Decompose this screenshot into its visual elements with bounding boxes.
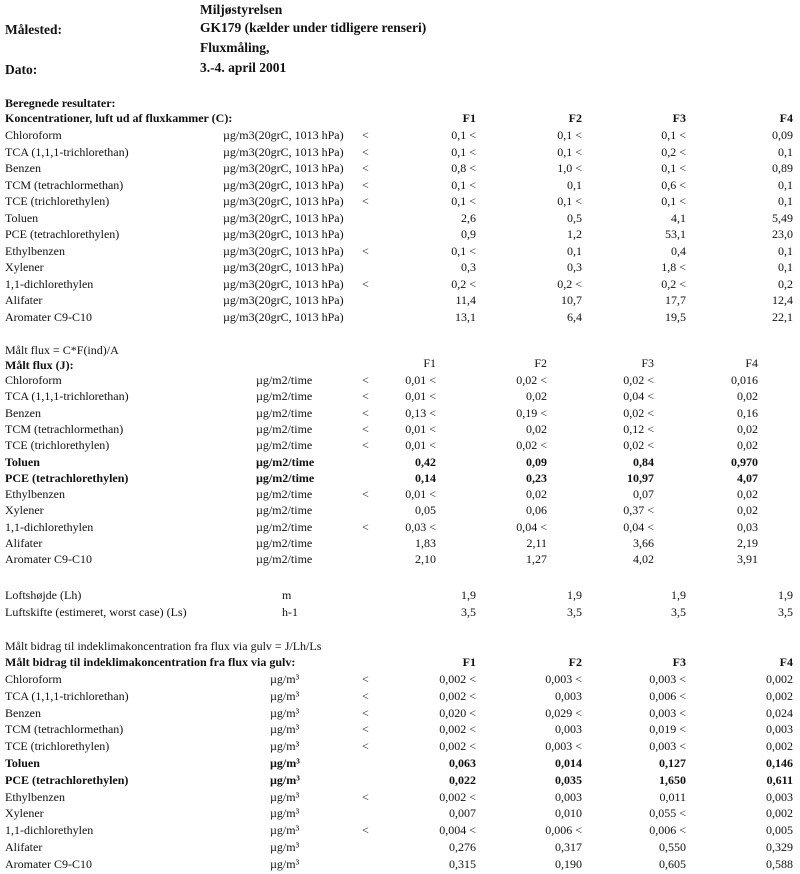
value-cell: 4,02 [633, 552, 654, 567]
value-cell: 1,650 [659, 772, 686, 787]
value-cell: 0,89 [772, 161, 793, 175]
below-detection-marker: < [362, 519, 369, 534]
value-cell: 0,13 < [405, 405, 436, 420]
value-cell: 23,0 [772, 227, 793, 241]
row-unit: µg/m3(20grC, 1013 hPa) [223, 243, 344, 258]
row-unit: µg/m³ [270, 806, 300, 821]
value-cell: 1,8 < [661, 260, 686, 274]
row-label: Aromater C9-C10 [5, 856, 92, 871]
value-cell: 0,002 [766, 688, 793, 703]
row-unit: µg/m³ [270, 672, 300, 686]
value-cell: 1,9 [778, 588, 793, 602]
value-cell: 0,02 [737, 503, 758, 518]
column-header-f2: F2 [534, 356, 547, 370]
value-cell: 0,19 < [516, 405, 547, 420]
value-cell: 0,022 [449, 772, 476, 787]
below-detection-marker: < [362, 276, 369, 291]
below-detection-marker: < [362, 739, 369, 754]
value-cell: 4,07 [737, 470, 758, 485]
value-cell: 0,019 < [649, 722, 686, 737]
value-cell: 0,1 [567, 177, 582, 192]
below-detection-marker: < [362, 672, 369, 686]
row-label: TCE (trichlorethylen) [5, 194, 110, 208]
value-cell: 0,1 [778, 194, 793, 208]
value-cell: 0,23 [526, 470, 547, 485]
below-detection-marker: < [362, 373, 369, 387]
value-cell: 3,91 [737, 552, 758, 567]
row-unit: h-1 [282, 604, 298, 619]
below-detection-marker: < [362, 421, 369, 436]
value-cell: 0,611 [766, 772, 793, 787]
below-detection-marker: < [362, 177, 369, 192]
row-label: Alifater [5, 536, 43, 550]
value-cell: 0,1 < [661, 128, 686, 142]
value-cell: 0,4 [671, 243, 686, 258]
row-unit: µg/m³ [270, 772, 300, 787]
section1-subtitle: Koncentrationer, luft ud af fluxkammer (C): [5, 111, 233, 125]
row-unit: µg/m³ [270, 722, 300, 737]
row-label: Benzen [5, 405, 41, 420]
value-cell: 0,003 < [545, 739, 582, 754]
value-cell: 0,003 [555, 688, 582, 703]
row-unit: µg/m³ [270, 856, 300, 871]
value-cell: 0,16 [737, 405, 758, 420]
value-cell: 0,06 [526, 503, 547, 518]
row-unit: µg/m³ [270, 823, 300, 838]
column-header-f1: F1 [462, 655, 476, 669]
value-cell: 0,1 < [661, 194, 686, 208]
column-header-f2: F2 [568, 655, 582, 669]
value-cell: 0,8 < [451, 161, 476, 175]
row-label: Xylener [5, 503, 44, 518]
value-cell: 2,19 [737, 536, 758, 550]
value-cell: 5,49 [772, 210, 793, 225]
column-header-f3: F3 [672, 655, 686, 669]
value-cell: 0,02 [737, 487, 758, 502]
value-cell: 0,007 [449, 806, 476, 821]
value-cell: 0,605 [659, 856, 686, 871]
value-cell: 0,02 < [516, 438, 547, 453]
value-cell: 3,5 [671, 604, 686, 619]
value-cell: 0,003 [555, 789, 582, 804]
row-unit: µg/m2/time [256, 487, 313, 502]
row-unit: µg/m3(20grC, 1013 hPa) [223, 276, 344, 291]
value-cell: 0,09 [526, 454, 547, 469]
value-cell: 0,09 [772, 128, 793, 142]
value-cell: 0,1 < [451, 243, 476, 258]
value-cell: 0,37 < [623, 503, 654, 518]
value-cell: 0,276 [449, 840, 476, 854]
value-cell: 0,016 [731, 373, 758, 387]
value-cell: 0,14 [415, 470, 436, 485]
value-cell: 4,1 [671, 210, 686, 225]
value-cell: 0,550 [659, 840, 686, 854]
value-cell: 0,1 [778, 243, 793, 258]
value-cell: 0,01 < [405, 373, 436, 387]
row-unit: µg/m2/time [256, 552, 313, 567]
column-header-f2: F2 [568, 111, 582, 125]
value-cell: 1,2 [567, 227, 582, 241]
row-unit: µg/m2/time [256, 536, 313, 550]
value-cell: 0,3 [461, 260, 476, 274]
value-cell: 0,01 < [405, 487, 436, 502]
value-cell: 19,5 [665, 309, 686, 324]
below-detection-marker: < [362, 194, 369, 208]
row-label: 1,1-dichlorethylen [5, 823, 94, 838]
value-cell: 0,003 < [545, 672, 582, 686]
row-unit: µg/m³ [270, 756, 300, 770]
row-unit: µg/m2/time [256, 438, 313, 453]
row-label: Xylener [5, 806, 44, 821]
row-label: Toluen [5, 210, 39, 225]
measurement-date: 3.-4. april 2001 [200, 60, 287, 75]
value-cell: 0,01 < [405, 389, 436, 404]
row-unit: µg/m³ [270, 840, 300, 854]
site-name: GK179 (kælder under tidligere renseri) [200, 20, 427, 35]
value-cell: 0,1 < [557, 194, 582, 208]
row-unit: µg/m2/time [256, 470, 315, 485]
row-label: Aromater C9-C10 [5, 552, 92, 567]
row-label: Chloroform [5, 373, 62, 387]
value-cell: 0,1 < [661, 161, 686, 175]
value-cell: 0,003 < [649, 705, 686, 720]
value-cell: 0,002 [766, 672, 793, 686]
value-cell: 0,07 [633, 487, 654, 502]
value-cell: 0,190 [555, 856, 582, 871]
value-cell: 0,003 < [649, 739, 686, 754]
row-label: TCA (1,1,1-trichlorethan) [5, 688, 129, 703]
flux-title: Målt flux (J): [5, 358, 74, 372]
row-label: Xylener [5, 260, 44, 274]
row-unit: µg/m³ [270, 688, 300, 703]
value-cell: 1,0 < [557, 161, 582, 175]
column-header-f4: F4 [779, 655, 793, 669]
row-label: 1,1-dichlorethylen [5, 276, 94, 291]
value-cell: 0,1 [567, 243, 582, 258]
value-cell: 3,5 [567, 604, 582, 619]
value-cell: 0,1 < [557, 128, 582, 142]
value-cell: 11,4 [455, 293, 476, 307]
column-header-f1: F1 [462, 111, 476, 125]
contribution-formula: Målt bidrag til indeklimakoncentration fra flux via gulv = J/Lh/Ls [5, 639, 322, 653]
row-unit: µg/m3(20grC, 1013 hPa) [223, 161, 344, 175]
value-cell: 0,004 < [439, 823, 476, 838]
value-cell: 0,020 < [439, 705, 476, 720]
value-cell: 0,02 [737, 389, 758, 404]
row-label: PCE (tetrachlorethylen) [5, 470, 129, 485]
value-cell: 0,002 < [439, 722, 476, 737]
row-label: Aromater C9-C10 [5, 309, 92, 324]
row-unit: µg/m3(20grC, 1013 hPa) [223, 144, 344, 159]
value-cell: 0,055 < [649, 806, 686, 821]
value-cell: 0,063 [449, 756, 476, 770]
value-cell: 0,04 < [623, 389, 654, 404]
value-cell: 0,002 < [439, 672, 476, 686]
value-cell: 6,4 [567, 309, 582, 324]
row-unit: µg/m3(20grC, 1013 hPa) [223, 128, 344, 142]
value-cell: 0,003 < [649, 672, 686, 686]
flux-formula: Målt flux = C*F(ind)/A [5, 343, 119, 357]
value-cell: 0,127 [659, 756, 686, 770]
value-cell: 0,42 [415, 454, 436, 469]
value-cell: 0,2 < [661, 276, 686, 291]
value-cell: 0,029 < [545, 705, 582, 720]
value-cell: 0,2 < [451, 276, 476, 291]
value-cell: 2,6 [461, 210, 476, 225]
value-cell: 0,315 [449, 856, 476, 871]
row-unit: µg/m3(20grC, 1013 hPa) [223, 210, 344, 225]
row-label: TCA (1,1,1-trichlorethan) [5, 389, 129, 404]
row-unit: µg/m2/time [256, 454, 315, 469]
value-cell: 53,1 [665, 227, 686, 241]
value-cell: 0,2 < [661, 144, 686, 159]
value-cell: 3,5 [461, 604, 476, 619]
below-detection-marker: < [362, 144, 369, 159]
value-cell: 0,12 < [623, 421, 654, 436]
below-detection-marker: < [362, 789, 369, 804]
row-label: Chloroform [5, 672, 62, 686]
value-cell: 0,006 < [545, 823, 582, 838]
value-cell: 0,03 [737, 519, 758, 534]
value-cell: 0,005 [766, 823, 793, 838]
row-unit: µg/m2/time [256, 405, 313, 420]
below-detection-marker: < [362, 487, 369, 502]
row-label: Alifater [5, 840, 43, 854]
value-cell: 0,5 [567, 210, 582, 225]
section1-title: Beregnede resultater: [5, 96, 116, 110]
value-cell: 0,1 < [451, 128, 476, 142]
value-cell: 0,02 < [623, 373, 654, 387]
value-cell: 0,2 < [557, 276, 582, 291]
row-unit: µg/m2/time [256, 373, 313, 387]
value-cell: 0,03 < [405, 519, 436, 534]
value-cell: 0,02 [526, 389, 547, 404]
row-label: TCM (tetrachlormethan) [5, 177, 124, 192]
value-cell: 0,970 [731, 454, 758, 469]
column-header-f3: F3 [672, 111, 686, 125]
row-label: Chloroform [5, 128, 62, 142]
value-cell: 0,04 < [516, 519, 547, 534]
dato-label: Dato: [5, 62, 38, 77]
value-cell: 0,003 [766, 789, 793, 804]
row-label: TCE (trichlorethylen) [5, 739, 110, 754]
row-unit: µg/m3(20grC, 1013 hPa) [223, 309, 344, 324]
value-cell: 10,7 [561, 293, 582, 307]
below-detection-marker: < [362, 823, 369, 838]
row-label: TCA (1,1,1-trichlorethan) [5, 144, 129, 159]
value-cell: 0,011 [659, 789, 686, 804]
value-cell: 0,02 [526, 487, 547, 502]
value-cell: 0,006 < [649, 688, 686, 703]
value-cell: 0,003 [766, 722, 793, 737]
row-label: TCM (tetrachlormethan) [5, 722, 124, 737]
value-cell: 0,329 [766, 840, 793, 854]
value-cell: 0,1 [778, 177, 793, 192]
row-label: Ethylbenzen [5, 243, 65, 258]
row-unit: µg/m3(20grC, 1013 hPa) [223, 194, 344, 208]
value-cell: 0,3 [567, 260, 582, 274]
value-cell: 0,9 [461, 227, 476, 241]
value-cell: 0,1 < [557, 144, 582, 159]
value-cell: 0,002 [766, 806, 793, 821]
row-unit: µg/m3(20grC, 1013 hPa) [223, 293, 344, 307]
below-detection-marker: < [362, 722, 369, 737]
row-unit: µg/m3(20grC, 1013 hPa) [223, 227, 344, 241]
below-detection-marker: < [362, 389, 369, 404]
value-cell: 1,9 [671, 588, 686, 602]
value-cell: 12,4 [772, 293, 793, 307]
value-cell: 0,1 [778, 260, 793, 274]
value-cell: 2,11 [526, 536, 547, 550]
column-header-f1: F1 [423, 356, 436, 370]
value-cell: 0,6 < [661, 177, 686, 192]
row-label: Loftshøjde (Lh) [5, 588, 82, 602]
value-cell: 1,9 [461, 588, 476, 602]
row-label: Ethylbenzen [5, 487, 65, 502]
below-detection-marker: < [362, 161, 369, 175]
value-cell: 0,003 [555, 722, 582, 737]
value-cell: 0,01 < [405, 421, 436, 436]
value-cell: 0,1 [778, 144, 793, 159]
value-cell: 0,02 < [623, 405, 654, 420]
row-label: Toluen [5, 756, 40, 770]
below-detection-marker: < [362, 405, 369, 420]
value-cell: 0,02 [526, 421, 547, 436]
below-detection-marker: < [362, 705, 369, 720]
row-label: Alifater [5, 293, 43, 307]
value-cell: 0,002 < [439, 789, 476, 804]
value-cell: 1,83 [415, 536, 436, 550]
malested-label: Målested: [5, 22, 62, 37]
row-unit: µg/m2/time [256, 503, 313, 518]
below-detection-marker: < [362, 243, 369, 258]
value-cell: 0,02 [737, 438, 758, 453]
value-cell: 0,317 [555, 840, 582, 854]
measurement-type: Fluxmåling, [200, 40, 270, 55]
value-cell: 0,04 < [623, 519, 654, 534]
value-cell: 0,006 < [649, 823, 686, 838]
row-label: PCE (tetrachlorethylen) [5, 227, 120, 241]
row-unit: µg/m³ [270, 739, 300, 754]
value-cell: 0,05 [415, 503, 436, 518]
value-cell: 0,146 [766, 756, 793, 770]
row-label: Benzen [5, 705, 41, 720]
column-header-f4: F4 [779, 111, 793, 125]
row-unit: µg/m2/time [256, 519, 313, 534]
org-name: Miljøstyrelsen [200, 2, 283, 17]
row-unit: µg/m³ [270, 789, 300, 804]
value-cell: 22,1 [772, 309, 793, 324]
value-cell: 0,01 < [405, 438, 436, 453]
value-cell: 17,7 [665, 293, 686, 307]
value-cell: 10,97 [627, 470, 654, 485]
value-cell: 0,1 < [451, 194, 476, 208]
row-unit: µg/m3(20grC, 1013 hPa) [223, 260, 344, 274]
value-cell: 0,588 [766, 856, 793, 871]
row-label: PCE (tetrachlorethylen) [5, 772, 129, 787]
value-cell: 3,66 [633, 536, 654, 550]
contribution-title: Målt bidrag til indeklimakoncentration fra flux via gulv: [5, 655, 296, 669]
row-label: Benzen [5, 161, 41, 175]
column-header-f3: F3 [641, 356, 654, 370]
value-cell: 0,84 [633, 454, 654, 469]
value-cell: 0,1 < [451, 177, 476, 192]
row-label: Ethylbenzen [5, 789, 65, 804]
value-cell: 0,1 < [451, 144, 476, 159]
value-cell: 3,5 [778, 604, 793, 619]
value-cell: 0,035 [555, 772, 582, 787]
row-unit: µg/m2/time [256, 421, 313, 436]
value-cell: 0,010 [555, 806, 582, 821]
below-detection-marker: < [362, 128, 369, 142]
row-unit: µg/m2/time [256, 389, 313, 404]
below-detection-marker: < [362, 438, 369, 453]
row-label: TCM (tetrachlormethan) [5, 421, 124, 436]
value-cell: 1,9 [567, 588, 582, 602]
value-cell: 13,1 [455, 309, 476, 324]
value-cell: 0,024 [766, 705, 793, 720]
row-unit: µg/m³ [270, 705, 300, 720]
row-label: Luftskifte (estimeret, worst case) (Ls) [5, 604, 187, 619]
value-cell: 0,014 [555, 756, 582, 770]
row-label: 1,1-dichlorethylen [5, 519, 94, 534]
value-cell: 0,02 < [516, 373, 547, 387]
value-cell: 0,02 < [623, 438, 654, 453]
row-label: TCE (trichlorethylen) [5, 438, 110, 453]
value-cell: 0,002 < [439, 739, 476, 754]
value-cell: 2,10 [415, 552, 436, 567]
column-header-f4: F4 [745, 356, 758, 370]
row-label: Toluen [5, 454, 40, 469]
value-cell: 0,002 < [439, 688, 476, 703]
value-cell: 1,27 [526, 552, 547, 567]
row-unit: µg/m3(20grC, 1013 hPa) [223, 177, 344, 192]
value-cell: 0,02 [737, 421, 758, 436]
row-unit: m [282, 588, 292, 602]
value-cell: 0,2 [778, 276, 793, 291]
below-detection-marker: < [362, 688, 369, 703]
value-cell: 0,002 [766, 739, 793, 754]
